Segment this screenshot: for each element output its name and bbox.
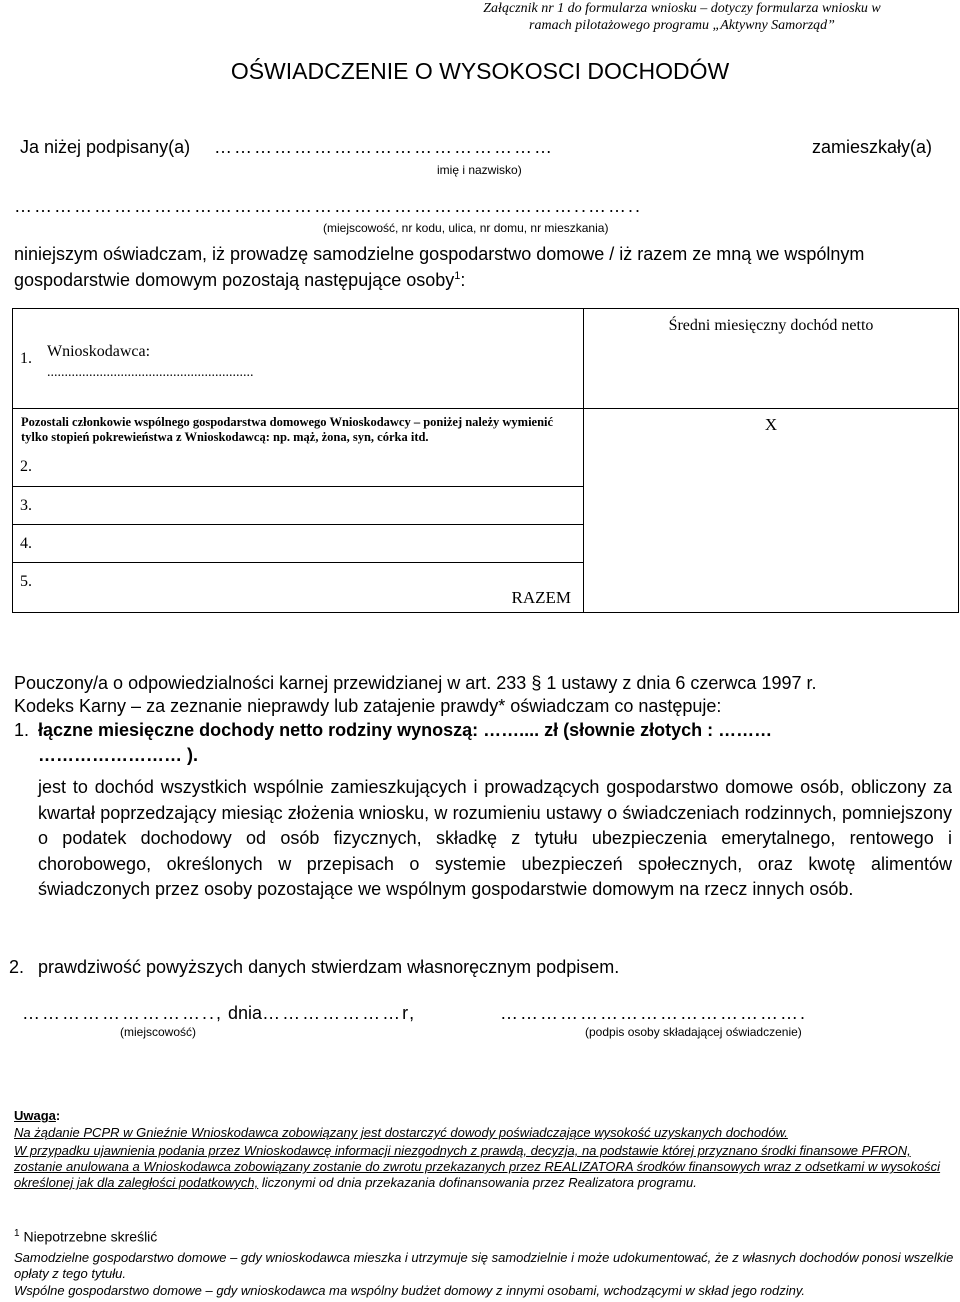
member-cell-3 — [39, 487, 584, 525]
row-number-2: 2. — [13, 449, 40, 487]
income-values-cell — [584, 409, 959, 613]
income-header: Średni miesięczny dochód netto — [668, 317, 874, 334]
others-note: Pozostali członkowie wspólnego gospodarstwa domowego Wnioskodawcy – poniżej należy wymienić tylko stopień pokrewieństwa z Wnioskodawcą: np. mąż, żona, syn, córka itd. — [21, 415, 554, 444]
footnote-title: $^1$ Niepotrzebne skreślić — [14, 1228, 158, 1245]
row-number-4: 4. — [13, 525, 40, 563]
footnote-def-1: Samodzielne gospodarstwo domowe – gdy wnioskodawca mieszka i utrzymuje się samodzielnie i może udokumentować, że z własnych dochodów ponosi wszelkie opłaty z tego tytułu. — [14, 1250, 954, 1281]
address-dots: …………………………………………………………………………..…….. — [14, 196, 643, 216]
place-caption: (miejscowość) — [120, 1025, 197, 1039]
legal-line-1: Pouczony/a o odpowiedzialności karnej przewidzianej w art. 233 § 1 ustawy z dnia 6 czerwca 1997 r. — [14, 673, 817, 693]
place-dots: ……………………….., — [22, 1003, 224, 1023]
applicant-cell — [39, 309, 584, 409]
attachment-note — [422, 0, 942, 34]
date-label: dnia — [228, 1003, 263, 1023]
item-1-income-cont: …………………… ). — [38, 745, 198, 765]
member-cell-5 — [39, 563, 584, 613]
legal-line-2: Kodeks Karny – za zeznanie nieprawdy lub zatajenie prawdy* oświadczam co następuje: — [14, 696, 722, 716]
item-2-text: prawdziwość powyższych danych stwierdzam własnoręcznym podpisem. — [38, 957, 620, 977]
date-dots: …………………r, — [262, 1003, 417, 1023]
document-title: OŚWIADCZENIE O WYSOKOSCI DOCHODÓW — [230, 58, 730, 84]
name-caption: imię i nazwisko) — [437, 163, 522, 177]
others-note-cell — [13, 409, 584, 449]
item-1-income-line: łączne miesięczne dochody netto rodziny wynoszą: …….... zł (słownie złotych : ……… — [38, 720, 773, 740]
x-mark: X — [764, 415, 778, 434]
footnote-def-2: Wspólne gospodarstwo domowe – gdy wnioskodawca ma wspólny budżet domowy z innymi osobami, wchodzącymi w skład jego rodziny. — [14, 1283, 805, 1298]
statement-line-1: niniejszym oświadczam, iż prowadzę samodzielne gospodarstwo domowe / iż razem ze mną we wspólnym — [14, 244, 865, 264]
row-number-5: 5. — [13, 563, 40, 613]
income-header-cell — [584, 309, 959, 409]
row-number-3: 3. — [13, 487, 40, 525]
sign-caption: (podpis osoby składającej oświadczenie) — [585, 1025, 802, 1039]
sign-dots: ………………………………………. — [500, 1003, 808, 1023]
applicant-dots: ........................................................... — [47, 365, 254, 380]
statement-line-2: gospodarstwie domowym pozostają następujące osoby$^1$: — [14, 270, 466, 290]
declarant-prefix: Ja niżej podpisany(a) — [20, 137, 191, 157]
attachment-line-2: ramach pilotażowego programu „Aktywny Samorząd” — [529, 18, 835, 33]
name-dots: …………………………………………… — [214, 137, 554, 157]
row-number-1: 1. — [13, 309, 40, 409]
attachment-line-1: Załącznik nr 1 do formularza wniosku – dotyczy formularza wniosku w — [483, 1, 881, 16]
signature-line — [22, 1003, 416, 1024]
note-1: Na żądanie PCPR w Gnieźnie Wnioskodawca zobowiązany jest dostarczyć dowody poświadczające wysokość uzyskanych dochodów. — [14, 1125, 788, 1140]
note-2: W przypadku ujawnienia podania przez Wnioskodawcę informacji niezgodnych z prawdą, decyzja, na podstawie której przyznano środki finansowe PFRON, zostanie anulowana a Wnioskodawca zobowiązany zostanie do zwrotu przekazanych przez REALIZATORA środków finansowych wraz z odsetkami w wysokości określonej jak dla zaległości podatkowych, liczonymi od dnia przekazania dofinansowania przez Realizatora programu. — [14, 1143, 941, 1190]
footnote-ref: 1 — [454, 270, 461, 282]
item-1-number: 1. — [14, 720, 30, 740]
member-cell-4 — [39, 525, 584, 563]
applicant-label: Wnioskodawca: — [47, 343, 151, 360]
declarant-suffix: zamieszkały(a) — [812, 137, 933, 157]
total-label: RAZEM — [511, 588, 571, 607]
item-1-description: jest to dochód wszystkich wspólnie zamieszkujących i prowadzących gospodarstwo domowe osób, obliczony za kwartał poprzedzający miesiąc złożenia wniosku, w rozumieniu ustawy o świadczeniach rodzinnych, pomniejszony o podatek dochodowy od osób fizycznych, składkę z tytułu ubezpieczenia emerytalnego, rentowego i chorobowego, określonych w przepisach o systemie ubezpieczeń społecznych, oraz kwotę alimentów świadczonych przez osoby pozostające we wspólnym gospodarstwie domowym na rzecz innych osób. — [38, 777, 952, 899]
item-2-number: 2. — [9, 957, 25, 977]
address-caption: (miejscowość, nr kodu, ulica, nr domu, nr mieszkania) — [323, 221, 609, 235]
notes-heading: Uwaga: — [14, 1108, 61, 1123]
member-cell-2 — [39, 449, 584, 487]
household-table — [12, 308, 959, 613]
